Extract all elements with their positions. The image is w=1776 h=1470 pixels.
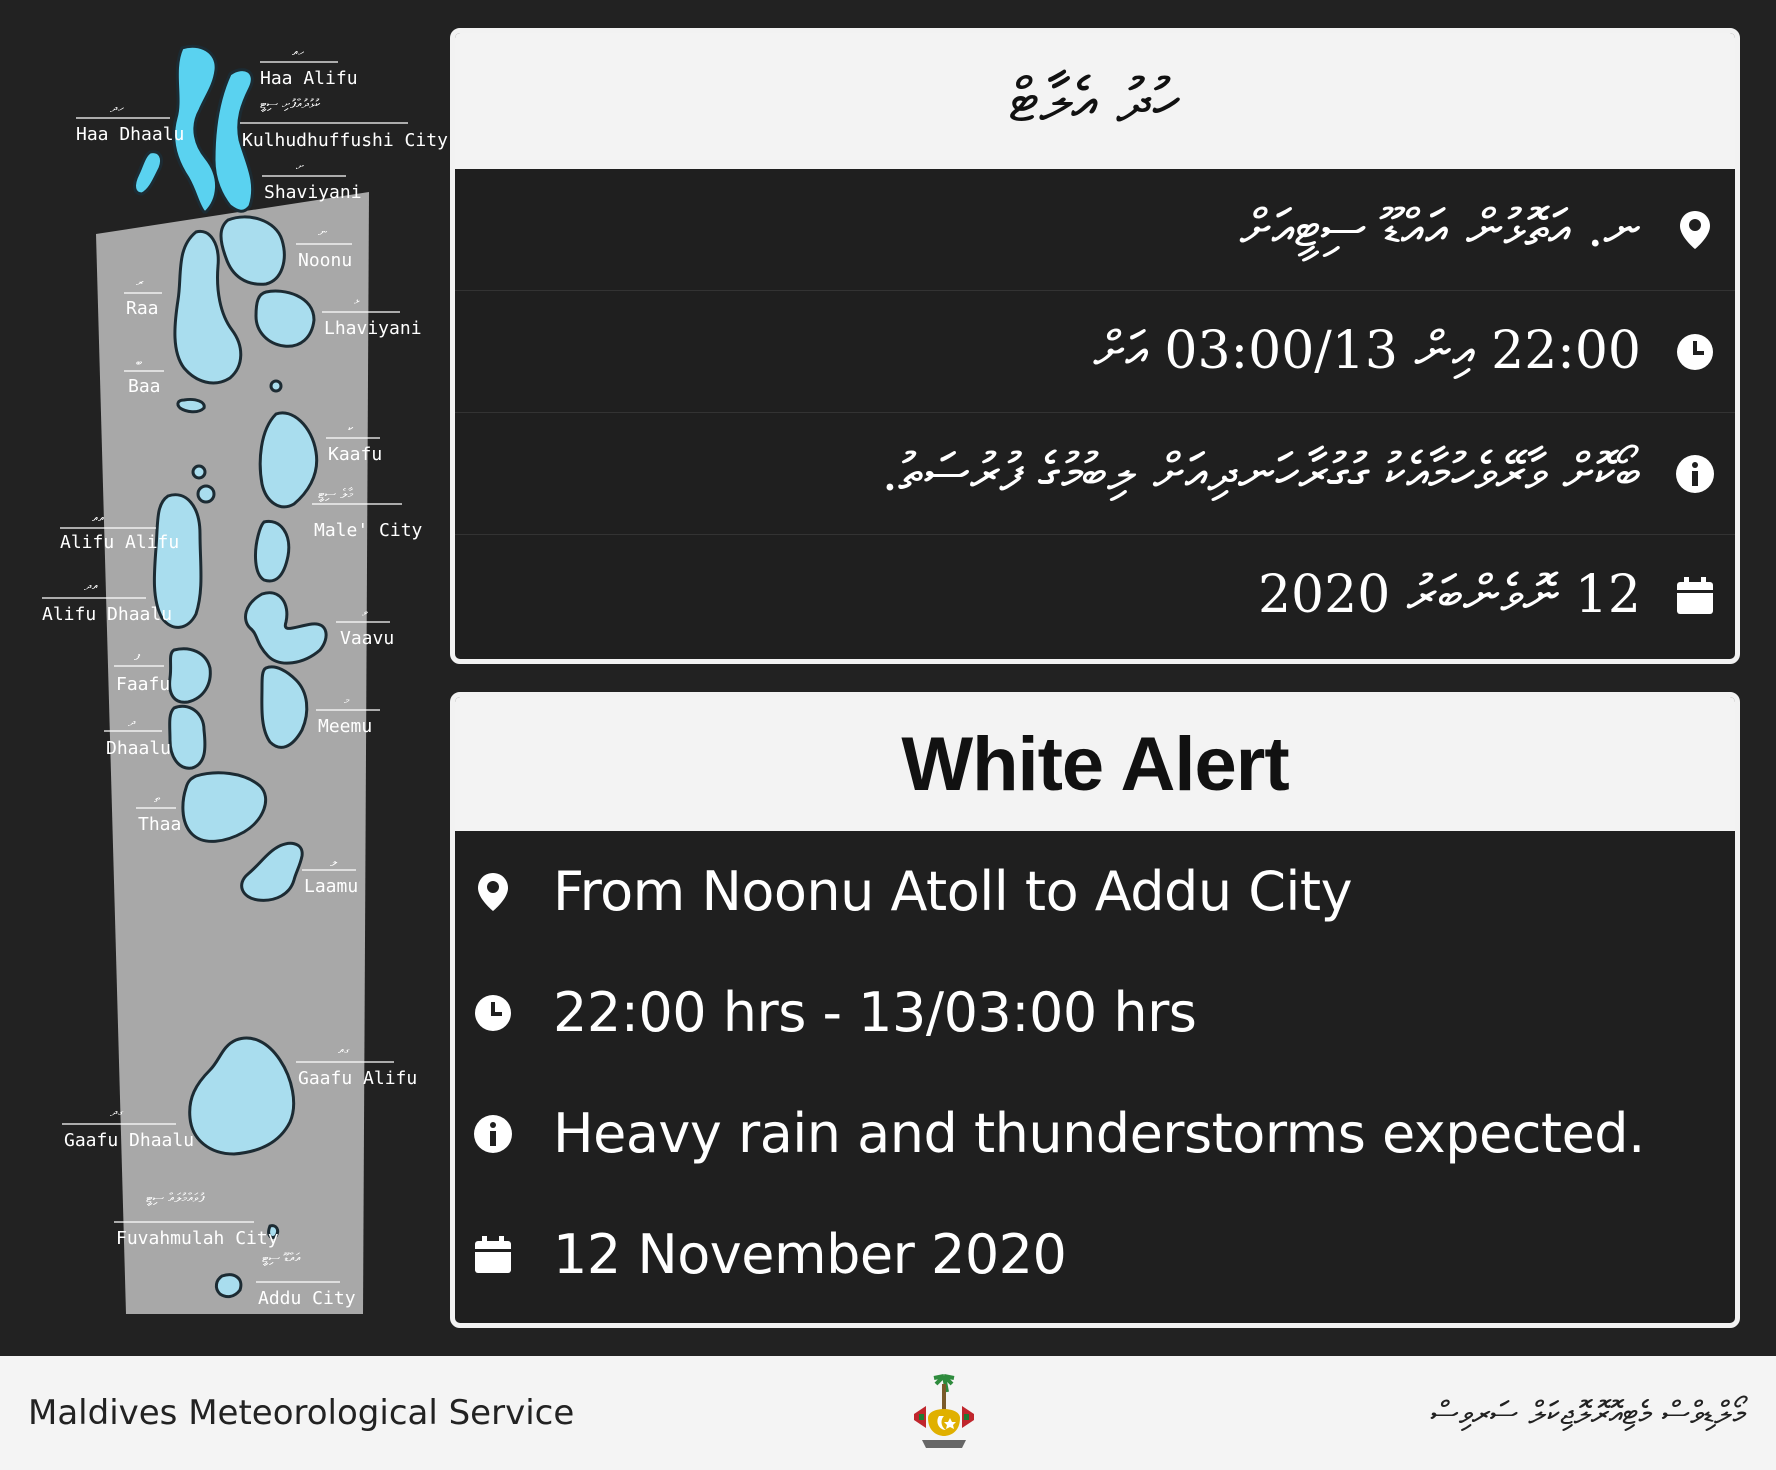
english-alert-title: White Alert — [455, 697, 1735, 831]
svg-text:Gaafu Alifu: Gaafu Alifu — [298, 1068, 418, 1089]
footer — [0, 1356, 1776, 1470]
svg-text:Baa: Baa — [128, 376, 161, 397]
svg-text:Lhaviyani: Lhaviyani — [324, 318, 422, 339]
svg-text:Vaavu: Vaavu — [340, 628, 395, 649]
clock-icon — [1675, 332, 1715, 372]
svg-text:Addu City: Addu City — [258, 1288, 356, 1309]
svg-text:ކ: ކ — [348, 421, 354, 436]
clock-icon — [473, 993, 513, 1033]
dhivehi-alert-card — [450, 28, 1740, 664]
svg-text:މ: މ — [344, 693, 350, 708]
english-alert-card — [450, 692, 1740, 1328]
english-date-text: 12 November 2020 — [553, 1223, 1067, 1286]
svg-text:ގދ: ގދ — [110, 1105, 124, 1120]
location-pin-icon — [473, 872, 513, 912]
svg-text:ތ: ތ — [154, 791, 161, 806]
dhivehi-date-row — [455, 535, 1735, 656]
dhivehi-area-row — [455, 169, 1735, 291]
atoll-map — [0, 0, 450, 1350]
english-time-row — [455, 952, 1735, 1073]
map-label-haa-alifu — [260, 45, 358, 89]
svg-text:އދ: އދ — [84, 579, 98, 594]
svg-text:Alifu Alifu: Alifu Alifu — [60, 532, 180, 553]
map-label-shaviyani — [262, 159, 362, 203]
svg-text:Dhaalu: Dhaalu — [106, 738, 172, 759]
organization-name-dhivehi: މޯލްޑިވްސް މެޓިއޮރޮލޮޖިކަލް ސަރވިސް — [1430, 1393, 1746, 1432]
map-label-kulhudhuffushi-city — [240, 97, 448, 151]
svg-text:Meemu: Meemu — [318, 716, 373, 737]
location-pin-icon — [1675, 210, 1715, 250]
dhivehi-time-row — [455, 291, 1735, 413]
calendar-icon — [1675, 576, 1715, 616]
svg-text:އއ: އއ — [92, 511, 105, 526]
svg-text:ވ: ވ — [362, 605, 369, 620]
organization-name-english: Maldives Meteorological Service — [28, 1393, 575, 1433]
dhivehi-date-text: 12 ނޮވެންބަރު 2020 — [1257, 565, 1641, 625]
english-area-text: From Noonu Atoll to Addu City — [553, 860, 1353, 923]
svg-text:ހއ: ހއ — [292, 45, 305, 60]
dhivehi-area-text: ނ. އަތޮޅުން އައްޑޫ ސިޓީއަށް — [1239, 199, 1641, 259]
svg-text:ފ: ފ — [134, 649, 141, 664]
svg-text:Faafu: Faafu — [116, 674, 171, 695]
svg-text:ރ: ރ — [136, 275, 144, 290]
state-emblem-icon — [906, 1370, 982, 1456]
english-info-text: Heavy rain and thunderstorms expected. — [553, 1102, 1645, 1165]
svg-text:އައްޑޫ ސިޓީ: އައްޑޫ ސިޓީ — [262, 1251, 301, 1266]
svg-text:Thaa: Thaa — [138, 814, 182, 835]
svg-text:Male' City: Male' City — [314, 520, 423, 541]
dhivehi-info-text: ބޯކޮށް ވާރޭވެހުމާއެކު ގުގުރާހަނދިއަށް ލިބުމުގެ ފުރުސަތު. — [881, 443, 1641, 503]
svg-text:Kaafu: Kaafu — [328, 444, 383, 465]
svg-text:ލ: ލ — [330, 855, 338, 870]
svg-text:Fuvahmulah City: Fuvahmulah City — [116, 1228, 279, 1249]
english-date-row — [455, 1194, 1735, 1315]
dhivehi-alert-title: ހުދު އެލާޓް — [455, 33, 1735, 169]
svg-text:ފުވައްމުލައް ސިޓީ: ފުވައްމުލައް ސިޓީ — [146, 1191, 205, 1206]
svg-text:މާލެ ސިޓީ: މާލެ ސިޓީ — [318, 487, 354, 502]
svg-text:Alifu Dhaalu: Alifu Dhaalu — [42, 604, 173, 625]
svg-text:ޅ: ޅ — [354, 293, 360, 308]
svg-text:Noonu: Noonu — [298, 250, 353, 271]
info-icon — [1675, 454, 1715, 494]
svg-text:Raa: Raa — [126, 298, 159, 319]
map-label-haa-dhaalu — [76, 101, 184, 145]
svg-text:Kulhudhuffushi City: Kulhudhuffushi City — [242, 130, 448, 151]
svg-text:ނ: ނ — [318, 225, 328, 240]
svg-text:Laamu: Laamu — [304, 876, 359, 897]
svg-text:Gaafu Dhaalu: Gaafu Dhaalu — [64, 1130, 195, 1151]
svg-text:Haa Dhaalu: Haa Dhaalu — [76, 124, 185, 145]
svg-text:Haa Alifu: Haa Alifu — [260, 68, 358, 89]
svg-text:ދ: ދ — [128, 715, 136, 730]
svg-text:Shaviyani: Shaviyani — [264, 182, 362, 203]
dhivehi-time-text: 22:00 އިން 03:00/13 އަށް — [1093, 321, 1641, 381]
english-area-row — [455, 831, 1735, 952]
svg-text:ކުޅުދުއްފުށި ސިޓީ: ކުޅުދުއްފުށި ސިޓީ — [260, 97, 321, 112]
info-icon — [473, 1114, 513, 1154]
english-time-text: 22:00 hrs - 13/03:00 hrs — [553, 981, 1197, 1044]
svg-text:ބ: ބ — [136, 355, 143, 370]
dhivehi-info-row — [455, 413, 1735, 535]
svg-text:ގއ: ގއ — [338, 1043, 350, 1058]
svg-text:ށ: ށ — [296, 159, 304, 174]
english-info-row — [455, 1073, 1735, 1194]
calendar-icon — [473, 1235, 513, 1275]
svg-text:ހދ: ހދ — [110, 101, 125, 116]
